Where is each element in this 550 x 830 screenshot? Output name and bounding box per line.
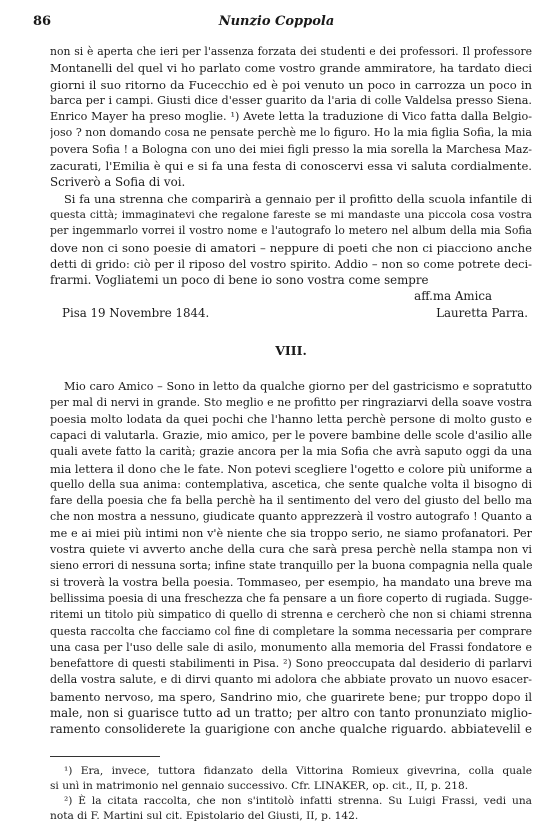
text-line: Si fa una strenna che comparirà a gennaio per il profitto della scuola infantile di — [64, 191, 532, 206]
signature: Lauretta Parra. — [436, 305, 528, 320]
text-line: questa raccolta che facciamo col fine di completare la somma necessaria per comprare — [50, 624, 532, 638]
closing: aff.ma Amica — [414, 289, 492, 304]
text-line: povera Sofia ! a Bologna con uno dei miei figli presso la mia sorella la Marchesa Maz- — [50, 142, 532, 156]
running-head: Nunzio Coppola — [218, 14, 335, 29]
text-line: benefattore di questi stabilimenti in Pisa. ²) Sono preoccupata dal desiderio di parlarvi — [50, 657, 532, 671]
text-line: quali avete fatto la carità; grazie ancora per la mia Sofia che avrà saputo oggi da una — [50, 445, 532, 459]
text-line: che non mostra a nessuno, giudicate quanto apprezzerà il vostro autografo ! Quanto a — [50, 510, 532, 524]
text-line: frarmi. Vogliatemi un poco di bene io sono vostra come sempre — [50, 273, 429, 288]
text-line: joso ? non domando cosa ne pensate perchè me lo figuro. Ho la mia figlia Sofia, la mia — [50, 126, 532, 140]
text-line: una casa per l'uso delle sale di asilo, monumento alla memoria del Frassi fondatore e — [50, 640, 532, 654]
text-line: sieno errori di nessuna sorta; infine state tranquillo per la buona compagnia nella quale — [50, 559, 532, 573]
text-line: detti di grido: ciò per il riposo del vostro spirito. Addio – non so come potrete deci- — [50, 256, 532, 271]
text-line: bamento nervoso, ma spero, Sandrino mio, che guarirete bene; pur troppo dopo il — [50, 689, 532, 704]
text-line: questa città; immaginatevi che regalone fareste se mi mandaste una piccola cosa vostra — [50, 208, 532, 221]
page-header — [33, 14, 520, 34]
text-line: poesia molto lodata da quei pochi che l'hanno letta perchè persone di molto gusto e — [50, 412, 532, 426]
text-line: barca per i campi. Giusti dice d'esser guarito da l'aria di colle Valdelsa presso Siena. — [50, 93, 532, 107]
text-line: Enrico Mayer ha preso moglie. ¹) Avete letta la traduzione di Vico fatta dalla Belgio- — [50, 110, 532, 124]
text-line: mia lettera il dono che le fate. Non potevi scegliere l'ogetto e colore più uniforme a — [50, 461, 532, 476]
text-line: quello della sua anima: contemplativa, ascetica, che sente qualche volta il bisogno di — [50, 477, 532, 491]
text-line: della vostra salute, e di dirvi quanto mi adolora che abbiate provato un nuovo esacer- — [50, 673, 532, 687]
text-line: capaci di valutarla. Grazie, mio amico, per le povere bambine delle scole d'asilio alle — [50, 428, 532, 442]
text-line: ritemi un titolo più simpatico di quello di strenna e cercherò che non si chiami strenna — [50, 608, 532, 622]
text-line: me e ai miei più intimi non v'è niente che sia troppo serio, ne siamo profanatori. Per — [50, 526, 532, 540]
text-line: fare della poesia che fa bella perchè ha il sentimento del vero del giusto del bello ma — [50, 494, 532, 508]
text-line: dove non ci sono poesie di amatori – neppure di poeti che non ci piacciono anche — [50, 240, 532, 255]
footnote-line: si unì in matrimonio nel gennaio successivo. Cfr. LINAKER, op. cit., II, p. 218. — [50, 780, 469, 792]
strenna-paragraph — [50, 191, 532, 289]
text-line: bellissima poesia di una freschezza che fa pensare a un fiore coperto di rugiada. Sugge- — [50, 591, 532, 605]
closing-row — [50, 288, 532, 304]
letter-viii-paragraph — [50, 379, 532, 738]
signature-row — [50, 305, 532, 321]
footnote-rule — [50, 756, 160, 757]
text-line: per ingemmarlo vorrei il vostro nome e l'autografo lo metero nel album della mia Sofia — [50, 224, 532, 238]
spacer — [50, 361, 532, 379]
text-line: ramento consoliderete la guarigione con anche qualche riguardo. abbiatevelil e — [50, 722, 532, 737]
text-line: non si è aperta che ieri per l'assenza forzata dei studenti e dei professori. Il professore — [50, 45, 532, 58]
spacer — [50, 321, 532, 341]
footnotes — [50, 764, 532, 824]
text-line: si troverà la vostra bella poesia. Tommaseo, per esempio, ha mandato una breve ma — [50, 575, 532, 589]
letter-end-paragraph — [50, 44, 532, 191]
text-line: Mio caro Amico – Sono in letto da qualche giorno per del gastricismo e sopratutto — [64, 380, 532, 394]
text-line: per mal di nervi in grande. Sto meglio e ne profitto per ringraziarvi della soave vostra — [50, 396, 532, 410]
text-line: giorni il suo ritorno da Fucecchio ed è poi venuto un poco in carrozza un poco in — [50, 77, 532, 92]
text-line: Scriverò a Sofia di voi. — [50, 175, 186, 190]
body-text — [50, 44, 532, 738]
text-line: vostra quiete vi avverto anche della cura che sarà presa perchè nella stampa non vi — [50, 543, 532, 557]
section-title: VIII. — [275, 343, 307, 359]
text-line: Montanelli del quel vi ho parlato come vostro grande ammiratore, ha tardato dieci — [50, 61, 532, 76]
footnote-line: ²) È la citata raccolta, che non s'intitolò infatti strenna. Su Luigi Frassi, vedi una — [64, 795, 532, 807]
place-date: Pisa 19 Novembre 1844. — [62, 305, 210, 320]
text-line: male, non si guarisce tutto ad un tratto; per altro con tanto pronunziato miglio- — [50, 705, 532, 720]
text-line: zacurati, l'Emilia è qui e si fa una festa di conoscervi essa vi saluta cordialmente. — [50, 159, 532, 174]
footnote-line: ¹) Era, invece, tuttora fidanzato della Vittorina Romieux givevrina, colla quale — [64, 765, 532, 777]
footnote-line: nota di F. Martini sul cit. Epistolario del Giusti, II, p. 142. — [50, 810, 359, 822]
page-number: 86 — [33, 14, 52, 29]
